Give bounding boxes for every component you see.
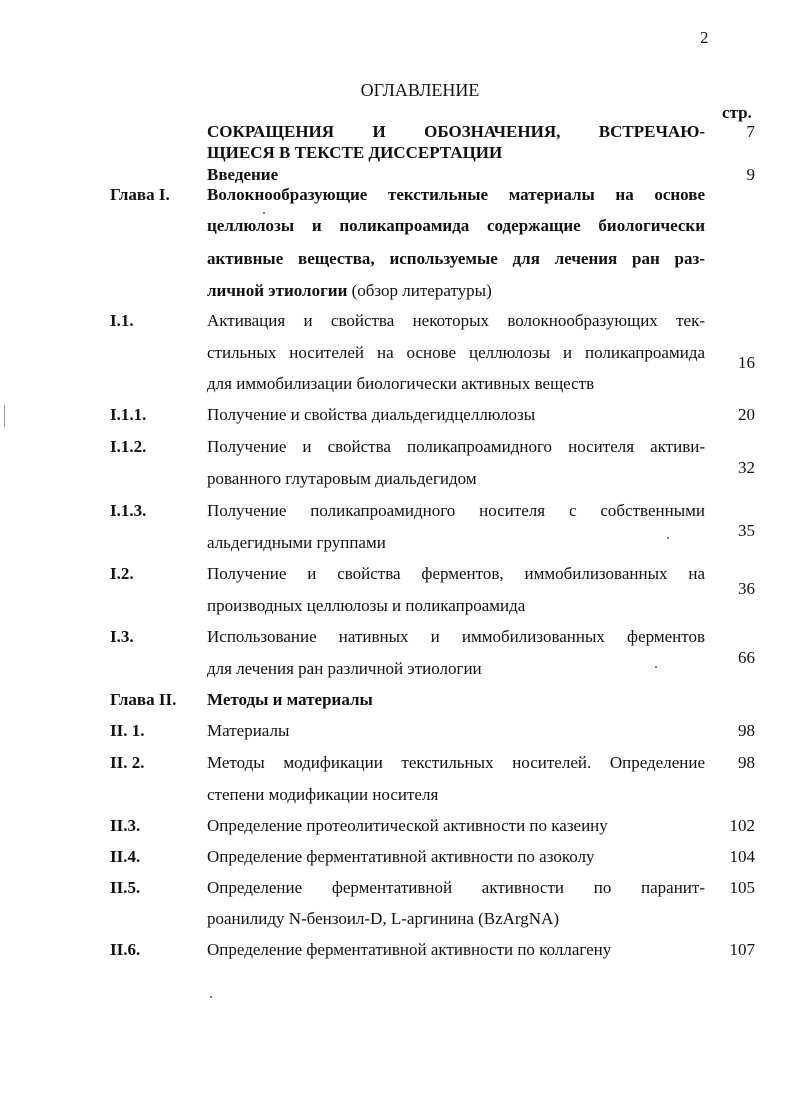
toc-entry-title-line: целлюлозы и поликапроамида содержащие биологически: [207, 216, 705, 235]
toc-entry-label: II. 1.: [110, 721, 145, 740]
toc-entry-title-line: Активация и свойства некоторых волокнообразующих тек-: [207, 311, 705, 330]
toc-entry-title-line: личной этиологии (обзор литературы): [207, 281, 492, 300]
toc-entry-page: 98: [738, 721, 755, 740]
toc-entry-title-line: Определение ферментативной активности по коллагену: [207, 940, 612, 959]
toc-entry-page: 36: [738, 579, 755, 598]
toc-entry-page: 107: [729, 940, 755, 959]
page-title: ОГЛАВЛЕНИЕ: [360, 80, 480, 100]
toc-entry-page: 35: [738, 521, 755, 540]
toc-entry-title-line: Методы и материалы: [207, 690, 373, 709]
toc-entry-label: I.2.: [110, 564, 134, 583]
toc-entry-label: II.4.: [110, 847, 141, 866]
toc-entry-label: II.6.: [110, 940, 141, 959]
toc-entry-page: 105: [729, 878, 755, 897]
scan-speck: [210, 996, 212, 998]
toc-entry-label: I.1.: [110, 311, 134, 330]
toc-entry-page: 104: [729, 847, 755, 866]
toc-entry-title-line: рованного глутаровым диальдегидом: [207, 469, 477, 488]
toc-entry-label: II. 2.: [110, 753, 145, 772]
toc-entry-page: 20: [738, 405, 755, 424]
toc-entry-title-line: ЩИЕСЯ В ТЕКСТЕ ДИССЕРТАЦИИ: [207, 143, 503, 162]
toc-entry-title-line: Получение и свойства поликапроамидного носителя активи-: [207, 437, 705, 456]
toc-entry-title-line: степени модификации носителя: [207, 785, 439, 804]
toc-entry-label: II.3.: [110, 816, 141, 835]
toc-entry-title-line: альдегидными группами: [207, 533, 386, 552]
toc-entry-title-line: Методы модификации текстильных носителей. Определение: [207, 753, 705, 772]
toc-entry-page: 9: [746, 165, 755, 184]
page-number: 2: [700, 28, 709, 47]
toc-entry-page: 7: [746, 122, 755, 141]
toc-entry-page: 32: [738, 458, 755, 477]
toc-entry-title-line: Определение ферментативной активности по паранит-: [207, 878, 705, 897]
toc-entry-title-line: Определение протеолитической активности по казеину: [207, 816, 608, 835]
toc-entry-title-line: Получение и свойства ферментов, иммобилизованных на: [207, 564, 705, 583]
toc-entry-title-line: Введение: [207, 165, 279, 184]
toc-entry-title-line: СОКРАЩЕНИЯ И ОБОЗНАЧЕНИЯ, ВСТРЕЧАЮ-: [207, 122, 705, 141]
toc-entry-page: 98: [738, 753, 755, 772]
toc-entry-page: 102: [729, 816, 755, 835]
toc-entry-label: II.5.: [110, 878, 141, 897]
toc-entry-title-line: Получение и свойства диальдегидцеллюлозы: [207, 405, 536, 424]
toc-entry-label: Глава I.: [110, 185, 170, 204]
toc-entry-label: I.1.3.: [110, 501, 147, 520]
toc-entry-label: I.1.1.: [110, 405, 147, 424]
toc-entry-title-line: активные вещества, используемые для лечения ран раз-: [207, 249, 705, 268]
toc-entry-title-line: для иммобилизации биологически активных веществ: [207, 374, 595, 393]
pages-column-header: стр.: [722, 103, 752, 122]
toc-entry-title-line: для лечения ран различной этиологии: [207, 659, 482, 678]
toc-entry-page: 16: [738, 353, 755, 372]
toc-entry-title-line: роанилиду N-бензоил-D, L-аргинина (BzArgNA): [207, 909, 560, 928]
scan-speck: [655, 666, 657, 668]
toc-entry-page: 66: [738, 648, 755, 667]
toc-entry-label: Глава II.: [110, 690, 177, 709]
scan-speck: [263, 212, 265, 214]
toc-entry-label: I.3.: [110, 627, 134, 646]
toc-entry-title-line: Волокнообразующие текстильные материалы на основе: [207, 185, 705, 204]
scan-speck: [667, 537, 669, 539]
toc-entry-title-line: Определение ферментативной активности по азоколу: [207, 847, 595, 866]
toc-entry-title-line: Получение поликапроамидного носителя с собственными: [207, 501, 705, 520]
toc-entry-title-line: стильных носителей на основе целлюлозы и поликапроамида: [207, 343, 705, 362]
scan-edge-mark: [4, 405, 5, 427]
toc-entry-title-line: Материалы: [207, 721, 290, 740]
toc-entry-title-line: производных целлюлозы и поликапроамида: [207, 596, 526, 615]
toc-entry-title-line: Использование нативных и иммобилизованных ферментов: [207, 627, 705, 646]
toc-entry-note: (обзор литературы): [347, 281, 492, 300]
toc-entry-label: I.1.2.: [110, 437, 147, 456]
